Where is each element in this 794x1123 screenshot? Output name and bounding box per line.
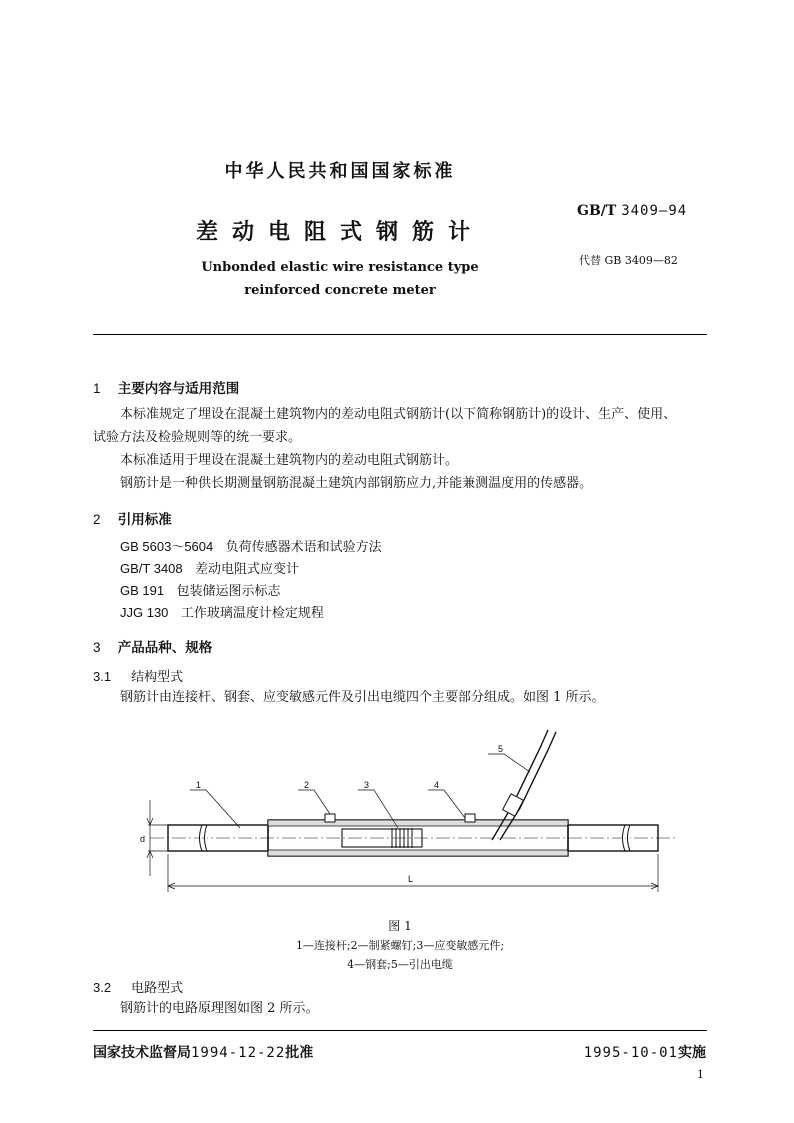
issue-date: 1994-12-22: [191, 1045, 286, 1061]
reference-code: JJG 130: [120, 605, 169, 620]
header-divider: [93, 334, 707, 335]
leader-2: [298, 790, 330, 814]
section-1-para-1b: 试验方法及检验规则等的统一要求。: [93, 430, 302, 445]
figure-legend-line-2: 4—钢套;5—引出电缆: [347, 958, 453, 971]
figure-caption: 图 1: [388, 919, 412, 933]
section-1-heading: [93, 377, 239, 397]
section-2-heading: [93, 508, 172, 528]
figure-label-5: 5: [498, 744, 504, 754]
section-title: 引用标准: [117, 512, 172, 528]
subsection-3-1-text: 钢筋计由连接杆、钢套、应变敏感元件及引出电缆四个主要部分组成。如图 1 所示。: [120, 690, 605, 705]
set-screw-right: [465, 814, 475, 822]
standard-category-title: 中华人民共和国国家标准: [224, 161, 456, 182]
standard-number: [577, 203, 687, 219]
reference-code: GB/T 3408: [120, 561, 183, 576]
section-number: 3: [93, 640, 101, 655]
issue-word: 批准: [285, 1045, 314, 1061]
issue-info: [93, 1042, 313, 1062]
leader-4: [428, 790, 465, 818]
issuer: 国家技术监督局: [93, 1045, 191, 1061]
figure-legend-line-1: 1—连接杆;2—制紧螺钉;3—应变敏感元件;: [295, 939, 505, 952]
replaces-note: 代替 GB 3409—82: [579, 254, 678, 267]
english-title-line-2: reinforced concrete meter: [244, 283, 436, 298]
leader-5: [488, 754, 530, 772]
reference-code: GB 5603～5604: [120, 539, 214, 554]
document-title: 差动电阻式钢筋计: [195, 220, 484, 245]
section-1-para-2: 本标准适用于埋设在混凝土建筑物内的差动电阻式钢筋计。: [120, 453, 459, 468]
reference-title: 差动电阻式应变计: [195, 562, 300, 577]
section-3-heading: [93, 636, 212, 656]
footer-divider: [93, 1030, 707, 1031]
right-break-mark: [623, 825, 631, 851]
figure-label-3: 3: [364, 780, 370, 790]
section-title: 主要内容与适用范围: [117, 381, 240, 397]
figure-label-1: 1: [196, 780, 202, 790]
section-1-para-3: 钢筋计是一种供长期测量钢筋混凝土建筑内部钢筋应力,并能兼测温度用的传感器。: [120, 476, 593, 491]
set-screw-left: [325, 814, 335, 822]
standard-prefix: GB/T: [577, 203, 617, 219]
reference-item: [120, 581, 281, 602]
effective-date: 1995-10-01: [583, 1045, 678, 1061]
section-title: 产品品种、规格: [117, 640, 213, 656]
dimension-d-label: d: [140, 834, 146, 844]
subsection-title: 电路型式: [131, 981, 184, 996]
subsection-3-1-heading: [93, 666, 183, 685]
dimension-L-label: L: [408, 874, 414, 884]
reference-item: [120, 537, 382, 558]
reference-title: 工作玻璃温度计检定规程: [180, 606, 324, 621]
subsection-title: 结构型式: [131, 670, 184, 685]
reference-title: 负荷传感器术语和试验方法: [225, 540, 382, 555]
subsection-number: 3.2: [93, 980, 112, 995]
figure-1-drawing: [120, 728, 680, 908]
reference-code: GB 191: [120, 583, 165, 598]
cable-gland: [503, 794, 524, 816]
english-title-line-1: Unbonded elastic wire resistance type: [201, 260, 479, 275]
length-dimension: [168, 854, 658, 892]
standard-code: 3409—94: [621, 203, 688, 219]
reference-item: [120, 559, 299, 580]
leader-1: [190, 790, 240, 828]
subsection-3-2-text: 钢筋计的电路原理图如图 2 所示。: [120, 1001, 319, 1016]
figure-label-2: 2: [304, 780, 310, 790]
section-number: 1: [93, 381, 101, 396]
figure-label-4: 4: [434, 780, 440, 790]
section-number: 2: [93, 512, 101, 527]
effective-word: 实施: [678, 1045, 706, 1061]
effective-info: [584, 1042, 706, 1062]
section-1-para-1a: 本标准规定了埋设在混凝土建筑物内的差动电阻式钢筋计(以下简称钢筋计)的设计、生产、使用、: [120, 407, 677, 422]
reference-title: 包装储运图示标志: [176, 584, 281, 599]
reference-item: [120, 603, 324, 624]
subsection-number: 3.1: [93, 669, 112, 684]
page-number: 1: [697, 1068, 704, 1081]
subsection-3-2-heading: [93, 977, 183, 996]
